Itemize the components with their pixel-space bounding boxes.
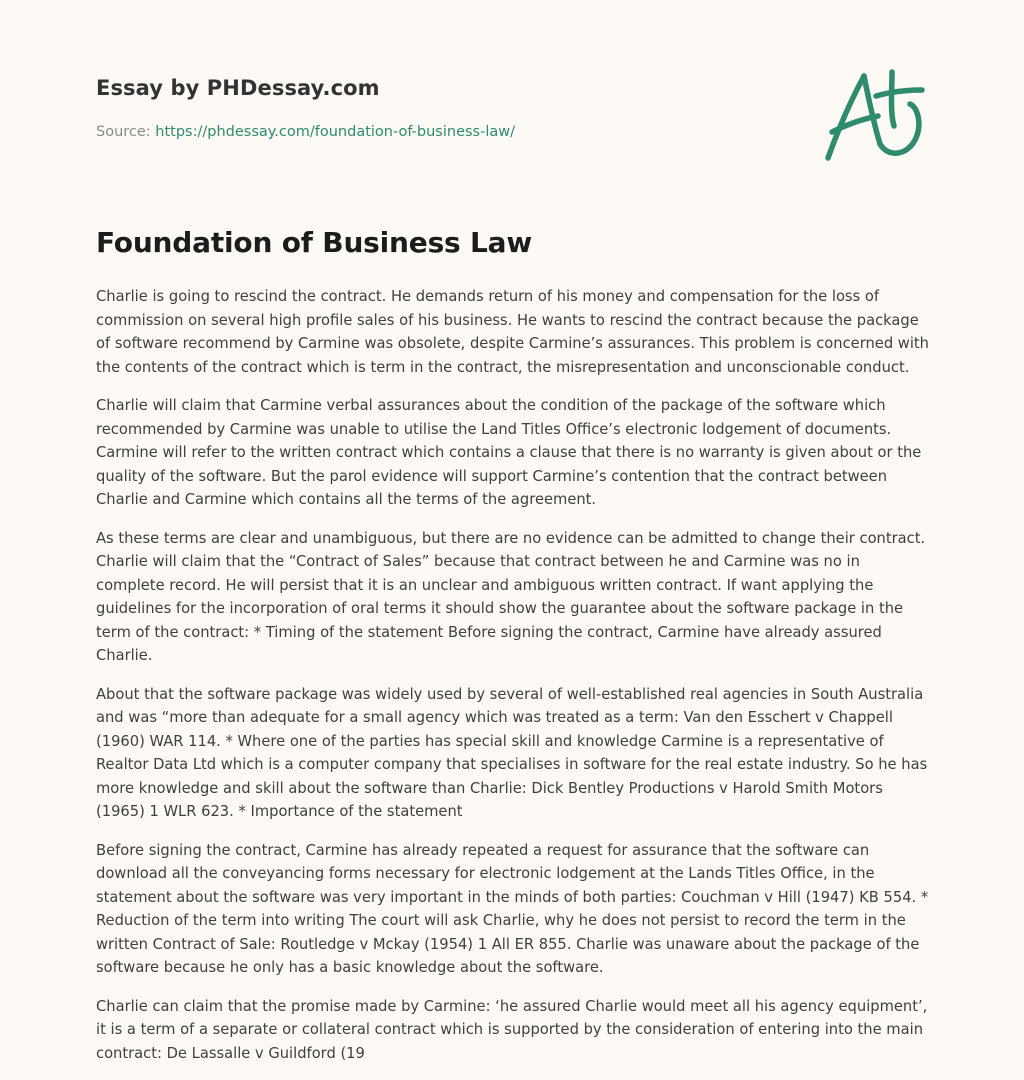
site-brand: Essay by PHDessay.com: [96, 76, 380, 100]
article-paragraph: Charlie will claim that Carmine verbal assurances about the condition of the package of the software which recommended by Carmine was unable to utilise the Land Titles Office’s electronic lodgement of documents. Carmine will refer to the written contract which contains a clause that there is no warranty is given about or the quality of the software. But the parol evidence will support Carmine’s contention that the contract between Charlie and Carmine which contains all the terms of the agreement.: [96, 397, 922, 508]
a-plus-grade-logo-icon: [818, 64, 930, 168]
source-link[interactable]: https://phdessay.com/foundation-of-business-law/: [155, 124, 515, 140]
article-paragraph: Charlie can claim that the promise made by Carmine: ‘he assured Charlie would meet all his agency equipment’, it is a term of a separate or collateral contract which is supported by the consideration of entering into the main contract: De Lassalle v Guildford (19: [96, 997, 928, 1062]
article-title: Foundation of Business Law: [96, 226, 533, 259]
article-paragraph: About that the software package was widely used by several of well-established real agencies in South Australia and was “more than adequate for a small agency which was treated as a term: Van den Esschert v Chappell (1960) WAR 114. * Where one of the parties has special skill and knowledge Carmine is a representative of Realtor Data Ltd which is a computer company that specialises in software for the real estate industry. So he has more knowledge and skill about the software than Charlie: Dick Bentley Productions v Harold Smith Motors (1965) 1 WLR 623. * Importance of the statement: [96, 685, 928, 820]
source-label: Source:: [96, 124, 151, 140]
article-paragraph: Charlie is going to rescind the contract. He demands return of his money and compensation for the loss of commission on several high profile sales of his business. He wants to rescind the contract because the package of software recommend by Carmine was obsolete, despite Carmine’s assurances. This problem is concerned with the contents of the contract which is term in the contract, the misrepresentation and unconscionable conduct.: [96, 288, 929, 376]
source-line: [96, 124, 515, 140]
article-body: [96, 285, 932, 1080]
article-paragraph: As these terms are clear and unambiguous, but there are no evidence can be admitted to change their contract. Charlie will claim that the “Contract of Sales” because that contract between he and Carmine was no in complete record. He will persist that it is an unclear and ambiguous written contract. If want applying the guidelines for the incorporation of oral terms it should show the guarantee about the software package in the term of the contract: * Timing of the statement Before signing the contract, Carmine have already assured Charlie.: [96, 529, 926, 664]
article-paragraph: Before signing the contract, Carmine has already repeated a request for assurance that the software can download all the conveyancing forms necessary for electronic lodgement at the Lands Titles Office, in the statement about the software was very important in the minds of both parties: Couchman v Hill (1947) KB 554. * Reduction of the term into writing The court will ask Charlie, why he does not persist to record the term in the written Contract of Sale: Routledge v Mckay (1954) 1 All ER 855. Charlie was unaware about the package of the software because he only has a basic knowledge about the software.: [96, 841, 929, 976]
